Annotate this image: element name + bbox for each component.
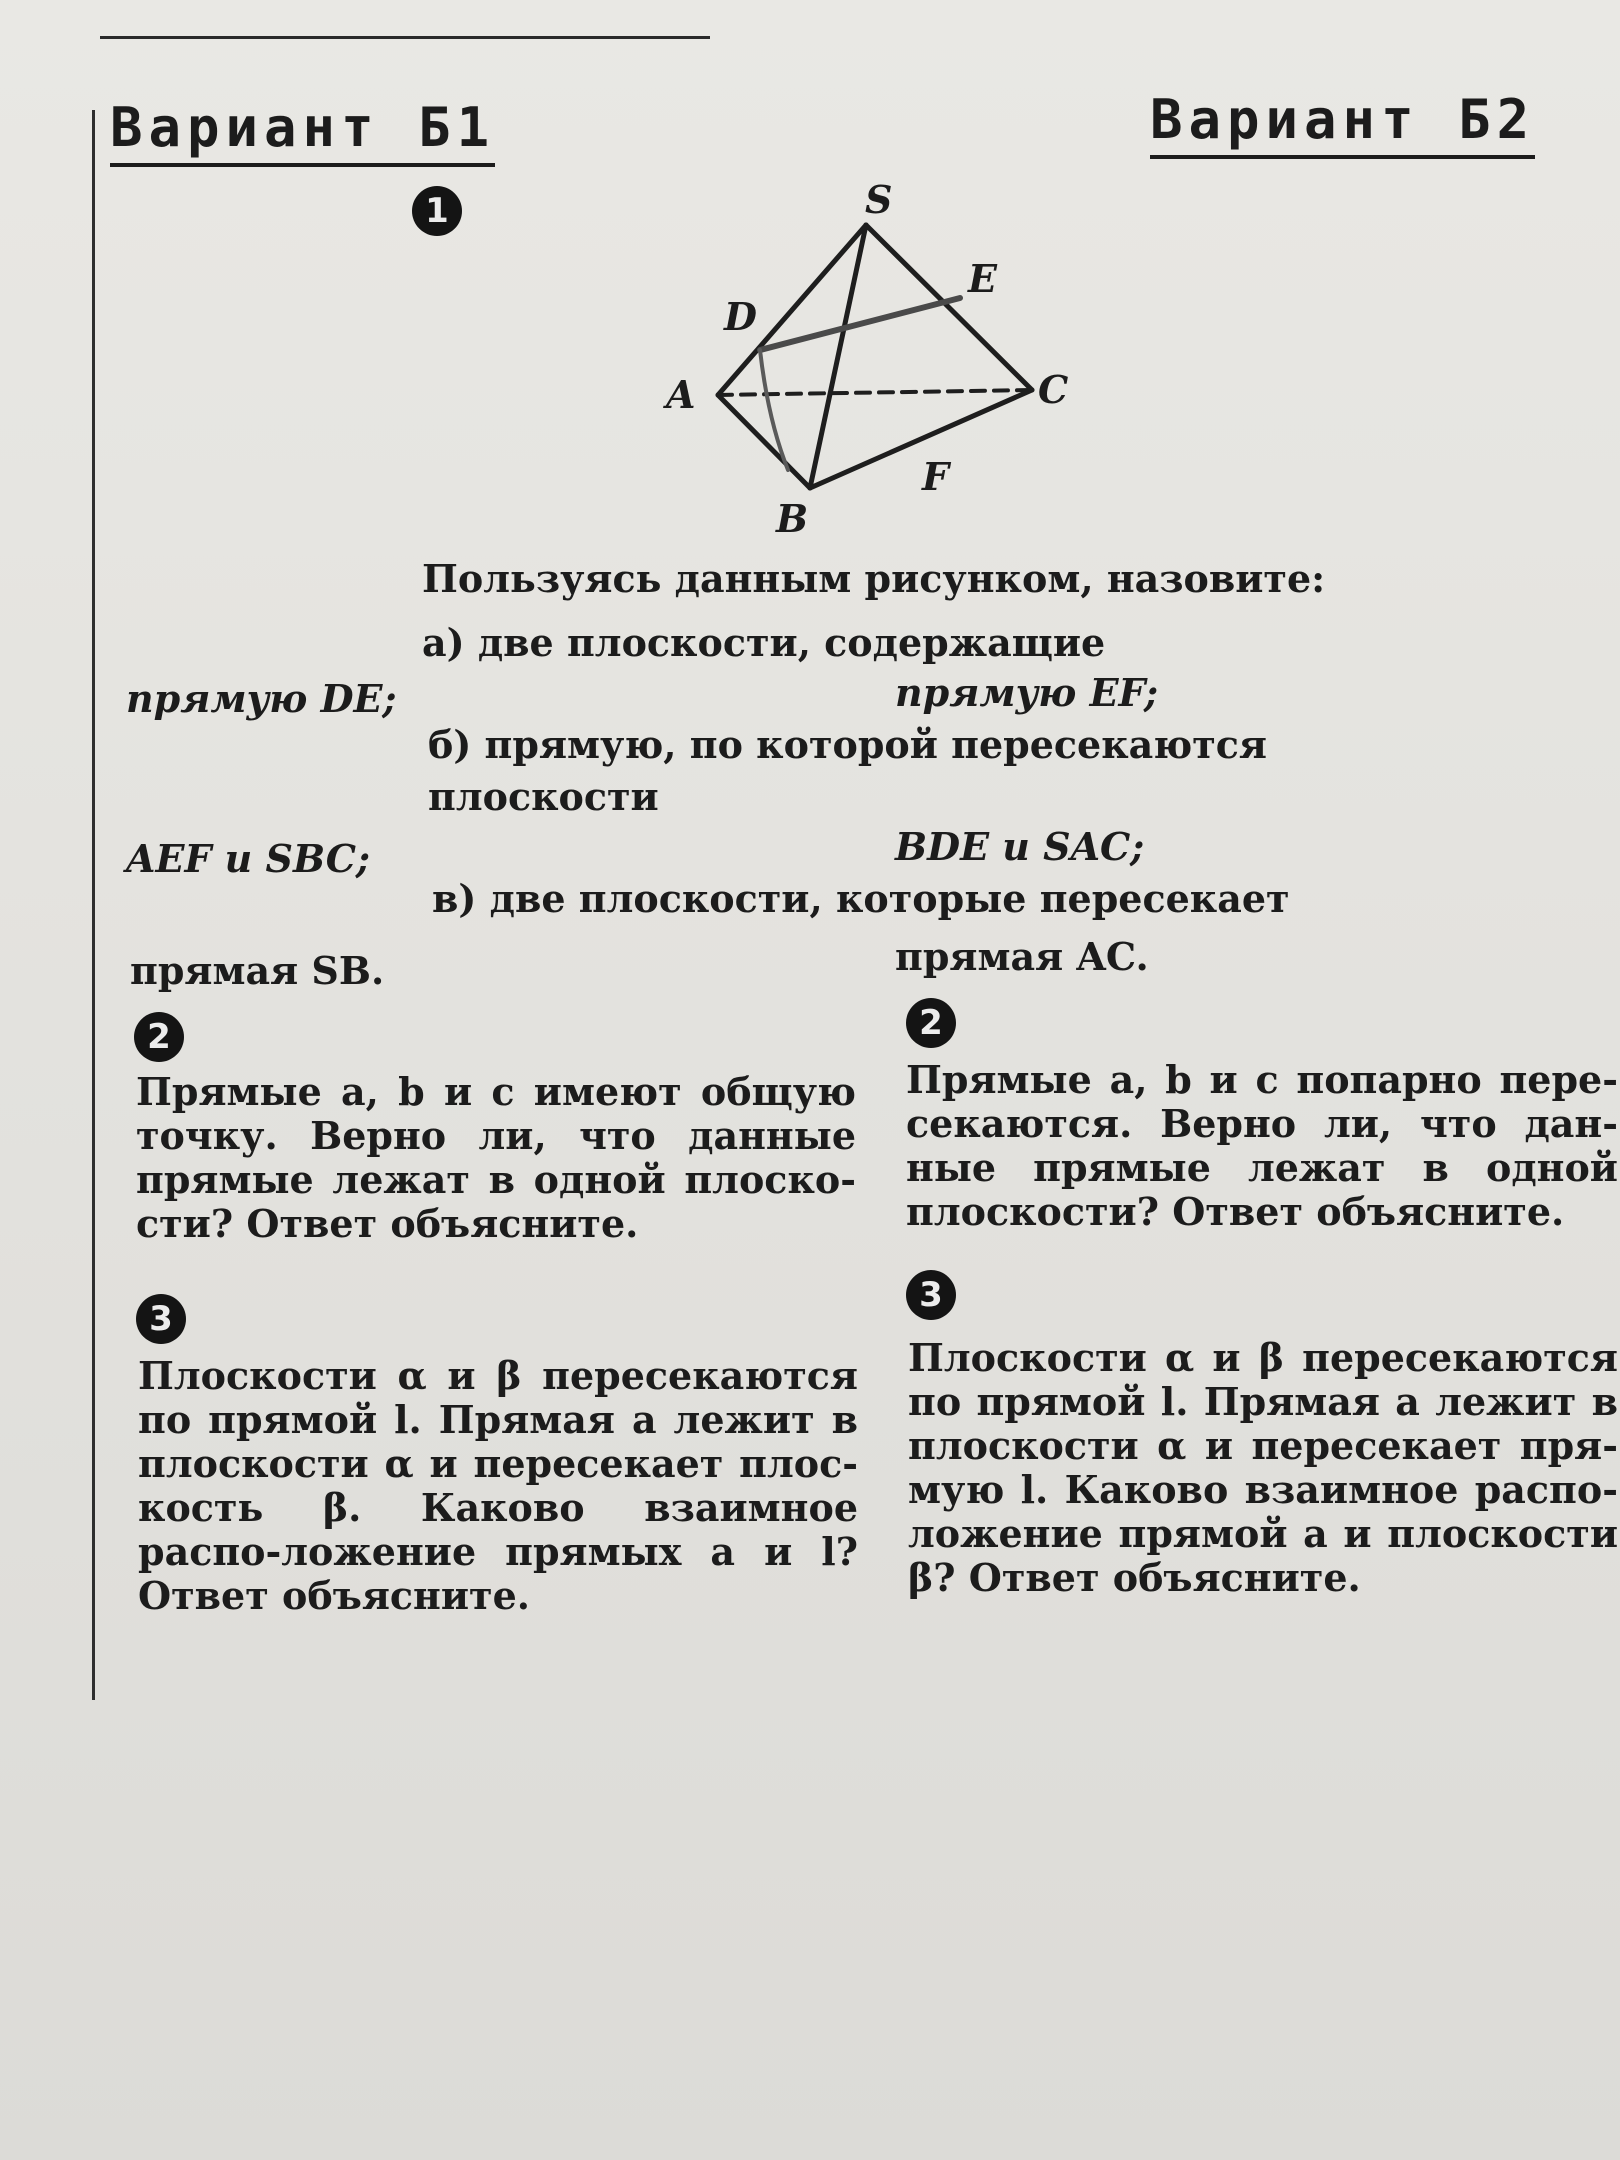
task1-b-left-answer: AEF и SBC;	[126, 836, 371, 881]
task2-left-text: Прямые a, b и c имеют общую точку. Верно ли, что данные прямые лежат в одной плоско-сти? Ответ объясните.	[136, 1069, 856, 1246]
edge-AB	[718, 395, 810, 488]
task1-c-text: в) две плоскости, которые пересекает	[432, 876, 1290, 921]
task1-a-right-answer: прямую EF;	[895, 670, 1159, 715]
variant-b1-heading: Вариант Б1	[110, 96, 495, 167]
task1-a-left-answer: прямую DE;	[126, 676, 397, 721]
task1-a-text: а) две плоскости, содержащие	[422, 620, 1106, 665]
task1-intro: Пользуясь данным рисунком, назовите:	[422, 556, 1326, 601]
segment-DE	[760, 298, 960, 350]
label-D: D	[724, 294, 757, 339]
task3-right-text: Плоскости α и β пересекаются по прямой l. Прямая a лежит в плоскости α и пересекает пря-мую l. Каково взаимное распо-ложение прямой a и плоскости β? Ответ объясните.	[908, 1335, 1618, 1600]
task1-number-badge: 1	[412, 186, 462, 236]
label-E: E	[968, 256, 997, 301]
task2-right-number-badge: 2	[906, 998, 956, 1048]
label-A: A	[666, 372, 696, 417]
task1-b-text-line2: плоскости	[428, 774, 659, 819]
label-F: F	[922, 454, 949, 499]
label-C: C	[1038, 367, 1069, 412]
task3-left-text: Плоскости α и β пересекаются по прямой l. Прямая a лежит в плоскости α и пересекает плос-кость β. Каково взаимное распо-ложение прямых a и l? Ответ объясните.	[138, 1353, 858, 1618]
pyramid-figure	[650, 170, 1090, 550]
label-S: S	[865, 177, 893, 222]
task1-c-left-answer: прямая SB.	[130, 948, 385, 993]
task2-right-text: Прямые a, b и c попарно пере-секаются. Верно ли, что дан-ные прямые лежат в одной плоскости? Ответ объясните.	[906, 1057, 1618, 1234]
task3-left-number-badge: 3	[136, 1294, 186, 1344]
task1-b-right-answer: BDE и SAC;	[895, 824, 1145, 869]
edge-SC	[866, 225, 1032, 390]
task3-right-number-badge: 3	[906, 1270, 956, 1320]
left-margin-rule	[92, 110, 95, 1700]
task1-b-text-line1: б) прямую, по которой пересекаются	[428, 722, 1268, 767]
task2-left-number-badge: 2	[134, 1012, 184, 1062]
task1-c-right-answer: прямая AC.	[895, 934, 1149, 979]
variant-b2-heading: Вариант Б2	[1150, 88, 1535, 159]
edge-BC	[810, 390, 1032, 488]
top-rule	[100, 36, 710, 39]
label-B: B	[776, 496, 809, 541]
edge-SB	[810, 225, 866, 488]
